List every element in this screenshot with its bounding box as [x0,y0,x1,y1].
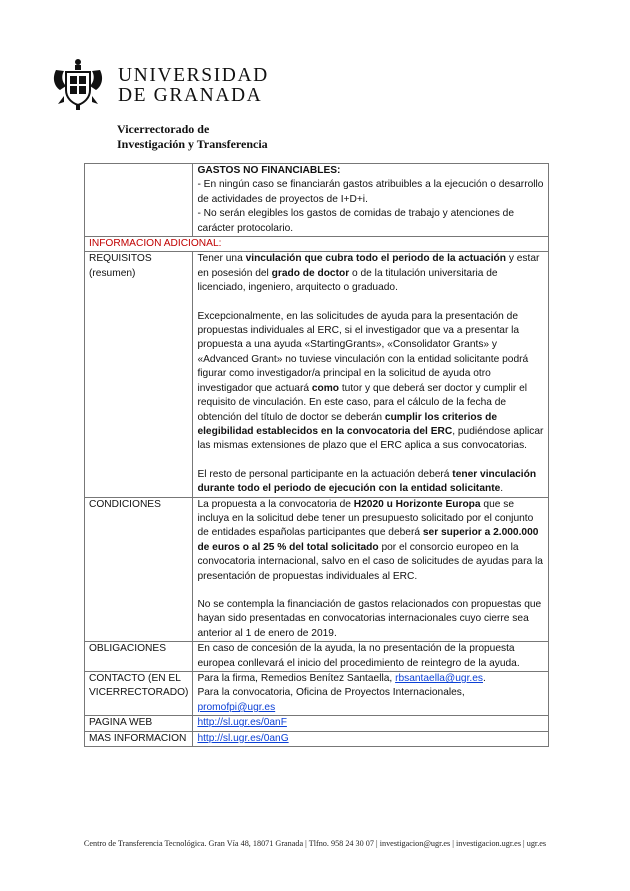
page-footer: Centro de Transferencia Tecnológica. Gran Vía 48, 18071 Granada | Tlfno. 958 24 30 07 | investigacion@ugr.es | investigacion.ugr.es | ugr.es [83,839,547,848]
obligaciones-label: OBLIGACIONES [85,642,193,672]
vicerrectorado-title [117,122,268,152]
requisitos-paragraph-3 [197,468,544,497]
contacto-firma [197,672,544,686]
university-crest-icon [50,56,106,112]
bold-text-run: H2020 u Horizonte Europa [353,498,481,510]
vicerrectorado-line2: Investigación y Transferencia [117,137,268,151]
gastos-line2: - No serán elegibles los gastos de comidas de trabajo y atenciones de carácter protocolario. [197,208,515,234]
condiciones-paragraph-1 [197,498,544,584]
requisitos-paragraph-2 [197,310,544,454]
text-run: La propuesta a la convocatoria de [197,498,354,510]
table-row-mas-info [85,731,549,746]
requisitos-label: REQUISITOS (resumen) [85,252,193,497]
bold-text-run: grado de doctor [271,267,350,279]
bold-text-run: como [311,382,340,394]
table-row-condiciones [85,497,549,642]
pagina-web-label: PAGINA WEB [85,716,193,731]
table-row-contacto [85,672,549,716]
info-adicional-heading: INFORMACION ADICIONAL: [85,237,549,252]
text-run: tutor y que deberá ser doctor y cumplir el requisito de vinculación. En este caso, para el cálculo de la fecha de obtención del título de doctor se deberán [197,382,528,423]
pagina-web-link[interactable]: http://sl.ugr.es/0anF [197,717,287,729]
text-run: que se incluya en la solicitud debe tener un presupuesto solicitado por el conjunto de entidades españolas participantes que deberá [197,498,534,539]
bold-text-run: tener vinculación durante todo el periodo de ejecución con la entidad solicitante [197,468,537,495]
table-row-obligaciones [85,642,549,672]
condiciones-label: CONDICIONES [85,497,193,642]
gastos-line1: - En ningún caso se financiarán gastos atribuibles a la ejecución o desarrollo de actividades de proyectos de I+D+i. [197,179,544,205]
text-run: . [500,483,504,495]
text-run: El resto de personal participante en la actuación deberá [197,468,453,480]
obligaciones-text: En caso de concesión de la ayuda, la no presentación de la propuesta europea conllevará el inicio del procedimiento de reintegro de la ayuda. [193,642,549,672]
table-row-pagina-web [85,716,549,731]
contacto-convocatoria [197,686,544,715]
mas-info-link[interactable]: http://sl.ugr.es/0anG [197,732,289,744]
firma-email-link[interactable]: rbsantaella@ugr.es [395,673,483,684]
requisitos-cell [193,252,549,497]
table-row-requisitos [85,252,549,497]
university-name-line2: DE GRANADA [118,85,263,106]
contacto-firma-text: Para la firma, Remedios Benítez Santaella, [197,673,396,684]
table-row-info-adicional [85,237,549,252]
vicerrectorado-line1: Vicerrectorado de [117,122,210,136]
contacto-label: CONTACTO (EN EL VICERRECTORADO) [85,672,193,716]
text-run: , pudiéndose aplicar las mismas extensiones de plazo que el ERC aplica a sus convocatorias. [197,425,544,452]
text-run: o de la titulación universitaria de licenciado, ingeniero, arquitecto o graduado. [197,267,498,294]
requisitos-paragraph-1 [197,252,544,295]
text-run: por el consorcio europeo en la convocatoria internacional, salvo en el caso de solicitudes de ayudas para la presentación de propuestas individuales al ERC. [197,541,543,582]
gastos-cell [193,164,549,237]
info-table [84,163,549,747]
convocatoria-email-link[interactable]: promofpi@ugr.es [197,701,276,713]
condiciones-cell [193,497,549,642]
text-run: Tener una [197,253,246,265]
text-run: y estar en posesión del [197,253,540,279]
mas-info-label: MAS INFORMACION [85,731,193,746]
gastos-title: GASTOS NO FINANCIABLES: [197,165,341,176]
university-name-line1: UNIVERSIDAD [118,65,269,86]
text-run: Excepcionalmente, en las solicitudes de ayuda para la presentación de propuestas individuales al ERC, si el investigador que va a presentar la propuesta a una ayuda «StartingGrants», «Consolidator Grants» y «Advanced Grant» no tuviese vinculación con la entidad solicitante podrá figurar como investigador/a principal en la solicitud de ayuda otro investigador que actuará [197,310,529,394]
contacto-conv-text: Para la convocatoria, Oficina de Proyectos Internacionales, [197,687,465,699]
bold-text-run: cumplir los criterios de elegibilidad establecidos en la convocatoria del ERC [197,411,498,437]
condiciones-paragraph-2 [197,598,544,641]
contacto-cell [193,672,549,716]
bold-text-run: vinculación que cubra todo el periodo de la actuación [245,253,506,265]
table-row-gastos [85,164,549,237]
pagina-web-cell [193,716,549,731]
text-run: No se contempla la financiación de gastos relacionados con propuestas que hayan sido presentadas en convocatorias internacionales cuyo cierre sea anterior al 1 de enero de 2019. [197,598,542,639]
bold-text-run: ser superior a 2.000.000 de euros o al 25 % del total solicitado [197,527,539,553]
empty-label-cell [85,164,193,237]
header [50,56,310,112]
mas-info-cell [193,731,549,746]
contacto-firma-end: . [483,673,486,684]
